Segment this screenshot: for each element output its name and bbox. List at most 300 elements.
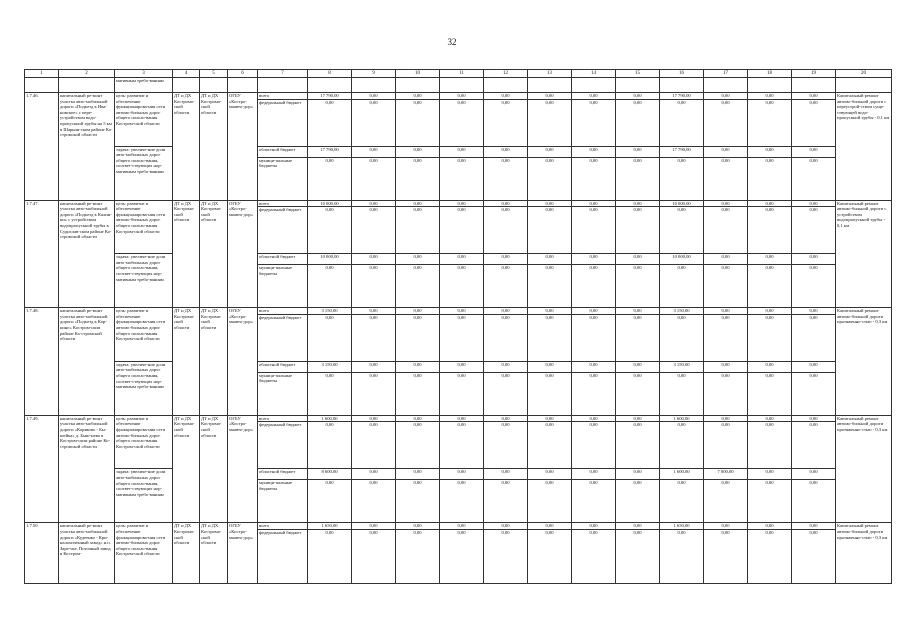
amount-cell: 0,00 bbox=[528, 207, 572, 254]
amount-cell: 0,00 bbox=[792, 207, 836, 254]
budget-source: всего bbox=[258, 415, 308, 422]
goal-text: цель: развитие и обеспечение функционирова-ния сети автомо-бильных дорог общего пользо-вания Костром-ской области bbox=[115, 523, 173, 584]
amount-cell: 0,00 bbox=[792, 157, 836, 200]
column-number: 11 bbox=[440, 70, 484, 78]
amount-cell: 1 650,00 bbox=[308, 523, 352, 530]
item-name: капитальный ре-монт участка авто-мобильной дороги «Подъезд к Кор-кино» Костром-ском районе Ко-стромской области bbox=[59, 308, 115, 416]
amount-cell: 0,00 bbox=[484, 254, 528, 265]
amount-cell: 0,00 bbox=[572, 372, 616, 415]
amount-cell: 0,00 bbox=[792, 308, 836, 315]
amount-cell: 0,00 bbox=[748, 200, 792, 207]
goal-text: цель: развитие и обеспечение функционирова-ния сети автомо-бильных дорог общего пользо-вания Костром-ской области bbox=[115, 308, 173, 362]
budget-source: областной бюджет bbox=[258, 146, 308, 157]
amount-cell: 0,00 bbox=[704, 480, 748, 523]
amount-cell: 0,00 bbox=[572, 265, 616, 308]
amount-cell: 0,00 bbox=[352, 480, 396, 523]
amount-cell: 3 150,00 bbox=[660, 361, 704, 372]
empty-cell bbox=[25, 78, 59, 93]
amount-cell: 0,00 bbox=[704, 200, 748, 207]
amount-cell: 0,00 bbox=[484, 523, 528, 530]
coexecutor-org: ДТ и ДХ Кострома-ской области bbox=[200, 523, 228, 584]
amount-cell: 0,00 bbox=[748, 308, 792, 315]
item-number: 1.7.49. bbox=[25, 415, 59, 523]
amount-cell: 0,00 bbox=[484, 308, 528, 315]
amount-cell: 0,00 bbox=[440, 422, 484, 469]
amount-cell: 0,00 bbox=[704, 361, 748, 372]
responsible-org: ДТ и ДХ Кострома-ской области bbox=[173, 200, 200, 308]
amount-cell: 0,00 bbox=[704, 529, 748, 583]
amount-cell: 0,00 bbox=[528, 93, 572, 100]
amount-cell: 0,00 bbox=[792, 254, 836, 265]
amount-cell: 0,00 bbox=[396, 469, 440, 480]
amount-cell: 0,00 bbox=[748, 157, 792, 200]
amount-cell: 0,00 bbox=[440, 207, 484, 254]
amount-cell: 0,00 bbox=[528, 469, 572, 480]
responsible-org: ДТ и ДХ Кострома-ской области bbox=[173, 93, 200, 201]
amount-cell: 0,00 bbox=[440, 415, 484, 422]
amount-cell: 0,00 bbox=[748, 93, 792, 100]
budget-row bbox=[25, 146, 892, 157]
empty-cell bbox=[59, 78, 115, 93]
budget-row bbox=[25, 469, 892, 480]
participant-org: ОГБУ «Костро-маавто-дор» bbox=[228, 93, 258, 201]
amount-cell: 0,00 bbox=[616, 254, 660, 265]
participant-org: ОГБУ «Костро-маавто-дор» bbox=[228, 200, 258, 308]
amount-cell: 0,00 bbox=[484, 207, 528, 254]
continuation-row bbox=[25, 78, 892, 93]
amount-cell: 0,00 bbox=[396, 308, 440, 315]
amount-cell: 1 600,00 bbox=[660, 415, 704, 422]
amount-cell: 0,00 bbox=[440, 529, 484, 583]
amount-cell: 0,00 bbox=[660, 529, 704, 583]
amount-cell: 0,00 bbox=[660, 480, 704, 523]
column-number: 3 bbox=[115, 70, 173, 78]
amount-cell: 0,00 bbox=[748, 146, 792, 157]
amount-cell: 0,00 bbox=[616, 308, 660, 315]
amount-cell: 0,00 bbox=[616, 93, 660, 100]
amount-cell: 0,00 bbox=[440, 523, 484, 530]
empty-cell bbox=[572, 78, 616, 93]
amount-cell: 0,00 bbox=[572, 523, 616, 530]
amount-cell: 0,00 bbox=[484, 422, 528, 469]
amount-cell: 0,00 bbox=[440, 99, 484, 146]
amount-cell: 0,00 bbox=[528, 314, 572, 361]
budget-source: муници-пальные бюджеты bbox=[258, 372, 308, 415]
amount-cell: 0,00 bbox=[748, 314, 792, 361]
amount-cell: 0,00 bbox=[352, 314, 396, 361]
amount-cell: 0,00 bbox=[528, 529, 572, 583]
amount-cell: 0,00 bbox=[748, 254, 792, 265]
column-number: 16 bbox=[660, 70, 704, 78]
column-number: 6 bbox=[228, 70, 258, 78]
column-number: 2 bbox=[59, 70, 115, 78]
amount-cell: 0,00 bbox=[440, 146, 484, 157]
amount-cell: 0,00 bbox=[748, 207, 792, 254]
amount-cell: 0,00 bbox=[572, 480, 616, 523]
amount-cell: 0,00 bbox=[748, 480, 792, 523]
amount-cell: 0,00 bbox=[528, 265, 572, 308]
amount-cell: 0,00 bbox=[352, 254, 396, 265]
amount-cell: 17 790,00 bbox=[660, 146, 704, 157]
budget-source: федеральный бюджет bbox=[258, 99, 308, 146]
amount-cell: 0,00 bbox=[484, 415, 528, 422]
budget-source: федеральный бюджет bbox=[258, 314, 308, 361]
budget-row bbox=[25, 523, 892, 530]
amount-cell: 10 000,00 bbox=[660, 254, 704, 265]
budget-source: всего bbox=[258, 523, 308, 530]
amount-cell: 0,00 bbox=[484, 314, 528, 361]
amount-cell: 0,00 bbox=[396, 146, 440, 157]
expected-result: Капитальный ремонт автомо-бильной дороги протяженно-стью - 0,3 км bbox=[836, 308, 892, 416]
amount-cell: 0,00 bbox=[396, 361, 440, 372]
budget-source: муници-пальные бюджеты bbox=[258, 157, 308, 200]
amount-cell: 0,00 bbox=[572, 200, 616, 207]
amount-cell: 0,00 bbox=[792, 265, 836, 308]
amount-cell: 0,00 bbox=[704, 415, 748, 422]
amount-cell: 0,00 bbox=[440, 93, 484, 100]
amount-cell: 0,00 bbox=[308, 314, 352, 361]
item-name: капитальный ре-монт участка авто-мобильной дороги «Подъезд к Калин-ки» с устройством водопропускной трубы в Судислав-ском районе Ко-стромской области bbox=[59, 200, 115, 308]
task-text: задача: увеличе-ние доли авто-мобильных дорог общего пользо-вания, соответ-ствующих нор-мативным требо-ваниям bbox=[115, 469, 173, 523]
amount-cell: 0,00 bbox=[572, 308, 616, 315]
budget-row bbox=[25, 308, 892, 315]
amount-cell: 0,00 bbox=[440, 265, 484, 308]
amount-cell: 0,00 bbox=[484, 469, 528, 480]
amount-cell: 0,00 bbox=[792, 529, 836, 583]
amount-cell: 0,00 bbox=[396, 480, 440, 523]
empty-cell bbox=[704, 78, 748, 93]
amount-cell: 0,00 bbox=[748, 469, 792, 480]
amount-cell: 0,00 bbox=[616, 529, 660, 583]
amount-cell: 0,00 bbox=[308, 99, 352, 146]
amount-cell: 0,00 bbox=[352, 469, 396, 480]
amount-cell: 0,00 bbox=[396, 93, 440, 100]
budget-source: федеральный бюджет bbox=[258, 529, 308, 583]
empty-cell bbox=[173, 78, 200, 93]
budget-row bbox=[25, 93, 892, 100]
empty-cell bbox=[200, 78, 228, 93]
amount-cell: 0,00 bbox=[792, 469, 836, 480]
column-number: 13 bbox=[528, 70, 572, 78]
amount-cell: 0,00 bbox=[792, 200, 836, 207]
amount-cell: 0,00 bbox=[748, 415, 792, 422]
amount-cell: 0,00 bbox=[440, 157, 484, 200]
amount-cell: 0,00 bbox=[528, 523, 572, 530]
amount-cell: 0,00 bbox=[792, 523, 836, 530]
amount-cell: 0,00 bbox=[484, 480, 528, 523]
budget-row bbox=[25, 200, 892, 207]
amount-cell: 0,00 bbox=[352, 372, 396, 415]
amount-cell: 0,00 bbox=[704, 422, 748, 469]
amount-cell: 0,00 bbox=[704, 314, 748, 361]
amount-cell: 0,00 bbox=[528, 308, 572, 315]
amount-cell: 0,00 bbox=[308, 207, 352, 254]
amount-cell: 17 790,00 bbox=[308, 93, 352, 100]
expected-result: Капитальный ремонт автомо-бильной дороги протяженно-стью - 0,3 км bbox=[836, 415, 892, 523]
amount-cell: 0,00 bbox=[352, 207, 396, 254]
amount-cell: 0,00 bbox=[308, 372, 352, 415]
amount-cell: 0,00 bbox=[660, 265, 704, 308]
empty-cell bbox=[396, 78, 440, 93]
amount-cell: 0,00 bbox=[528, 99, 572, 146]
item-name: капитальный ре-монт участка авто-мобильной дороги «Подъезд к Ива-новское» с пере-устройством водо-пропускной трубы на 5 км в Шарьин-ском районе Ко-стромской области bbox=[59, 93, 115, 201]
task-text: задача: увеличе-ние доли авто-мобильных дорог общего пользо-вания, соответ-ствующих нор-мативным требо-ваниям bbox=[115, 361, 173, 415]
coexecutor-org: ДТ и ДХ Кострома-ской области bbox=[200, 308, 228, 416]
budget-source: муници-пальные бюджеты bbox=[258, 480, 308, 523]
item-number: 1.7.46. bbox=[25, 93, 59, 201]
amount-cell: 17 790,00 bbox=[308, 146, 352, 157]
amount-cell: 10 000,00 bbox=[308, 200, 352, 207]
amount-cell: 0,00 bbox=[704, 523, 748, 530]
amount-cell: 1 600,00 bbox=[308, 415, 352, 422]
amount-cell: 10 000,00 bbox=[308, 254, 352, 265]
amount-cell: 0,00 bbox=[440, 200, 484, 207]
task-text: задача: увеличе-ние доли авто-мобильных дорог общего пользо-вания, соответ-ствующих нор-мативным требо-ваниям bbox=[115, 146, 173, 200]
amount-cell: 0,00 bbox=[704, 265, 748, 308]
item-number: 1.7.47. bbox=[25, 200, 59, 308]
amount-cell: 0,00 bbox=[660, 372, 704, 415]
amount-cell: 0,00 bbox=[484, 200, 528, 207]
amount-cell: 0,00 bbox=[396, 157, 440, 200]
amount-cell: 0,00 bbox=[308, 529, 352, 583]
amount-cell: 0,00 bbox=[704, 146, 748, 157]
amount-cell: 0,00 bbox=[748, 265, 792, 308]
amount-cell: 0,00 bbox=[352, 200, 396, 207]
amount-cell: 0,00 bbox=[484, 93, 528, 100]
amount-cell: 0,00 bbox=[528, 422, 572, 469]
goal-text: цель: развитие и обеспечение функционирова-ния сети автомо-бильных дорог общего пользо-вания Костром-ской области bbox=[115, 415, 173, 469]
responsible-org: ДТ и ДХ Кострома-ской области bbox=[173, 308, 200, 416]
amount-cell: 0,00 bbox=[748, 361, 792, 372]
column-number: 14 bbox=[572, 70, 616, 78]
empty-cell bbox=[440, 78, 484, 93]
budget-source: всего bbox=[258, 93, 308, 100]
amount-cell: 17 790,00 bbox=[660, 93, 704, 100]
amount-cell: 0,00 bbox=[352, 415, 396, 422]
column-number: 10 bbox=[396, 70, 440, 78]
amount-cell: 0,00 bbox=[704, 99, 748, 146]
amount-cell: 0,00 bbox=[352, 146, 396, 157]
amount-cell: 0,00 bbox=[660, 157, 704, 200]
budget-source: областной бюджет bbox=[258, 254, 308, 265]
amount-cell: 0,00 bbox=[572, 314, 616, 361]
amount-cell: 0,00 bbox=[484, 99, 528, 146]
amount-cell: 0,00 bbox=[440, 308, 484, 315]
budget-source: всего bbox=[258, 200, 308, 207]
amount-cell: 0,00 bbox=[484, 361, 528, 372]
budget-row bbox=[25, 361, 892, 372]
amount-cell: 0,00 bbox=[440, 254, 484, 265]
amount-cell: 0,00 bbox=[440, 372, 484, 415]
participant-org: ОГБУ «Костро-маавто-дор» bbox=[228, 523, 258, 584]
amount-cell: 1 650,00 bbox=[660, 523, 704, 530]
amount-cell: 0,00 bbox=[396, 200, 440, 207]
column-number: 17 bbox=[704, 70, 748, 78]
budget-source: областной бюджет bbox=[258, 469, 308, 480]
empty-cell bbox=[528, 78, 572, 93]
amount-cell: 0,00 bbox=[616, 422, 660, 469]
expected-result: Капитальный ремонт автомо-бильной дороги с устройством водопропускной трубы - 0,1 км bbox=[836, 200, 892, 308]
amount-cell: 0,00 bbox=[748, 422, 792, 469]
amount-cell: 8 600,00 bbox=[308, 469, 352, 480]
amount-cell: 0,00 bbox=[572, 146, 616, 157]
column-number: 7 bbox=[258, 70, 308, 78]
amount-cell: 0,00 bbox=[396, 99, 440, 146]
amount-cell: 0,00 bbox=[572, 99, 616, 146]
amount-cell: 3 150,00 bbox=[308, 308, 352, 315]
amount-cell: 0,00 bbox=[660, 99, 704, 146]
amount-cell: 0,00 bbox=[528, 146, 572, 157]
amount-cell: 0,00 bbox=[308, 265, 352, 308]
amount-cell: 0,00 bbox=[660, 422, 704, 469]
item-number: 1.7.48. bbox=[25, 308, 59, 416]
column-number: 20 bbox=[836, 70, 892, 78]
budget-row bbox=[25, 254, 892, 265]
amount-cell: 10 000,00 bbox=[660, 200, 704, 207]
amount-cell: 0,00 bbox=[660, 207, 704, 254]
amount-cell: 0,00 bbox=[352, 157, 396, 200]
amount-cell: 0,00 bbox=[616, 480, 660, 523]
empty-cell bbox=[660, 78, 704, 93]
budget-source: всего bbox=[258, 308, 308, 315]
amount-cell: 0,00 bbox=[528, 372, 572, 415]
amount-cell: 0,00 bbox=[704, 372, 748, 415]
amount-cell: 0,00 bbox=[352, 523, 396, 530]
amount-cell: 0,00 bbox=[616, 157, 660, 200]
expected-result: Капитальный ремонт автомо-бильной дороги с переустрой-ством суще-ствующей водо-пропускной трубы - 0,1 км bbox=[836, 93, 892, 201]
column-number: 9 bbox=[352, 70, 396, 78]
amount-cell: 0,00 bbox=[792, 146, 836, 157]
amount-cell: 0,00 bbox=[616, 207, 660, 254]
amount-cell: 0,00 bbox=[748, 99, 792, 146]
amount-cell: 0,00 bbox=[352, 265, 396, 308]
amount-cell: 1 600,00 bbox=[660, 469, 704, 480]
goal-text: цель: развитие и обеспечение функционирова-ния сети автомо-бильных дорог общего пользо-вания Костром-ской области bbox=[115, 200, 173, 254]
participant-org: ОГБУ «Костро-маавто-дор» bbox=[228, 308, 258, 416]
column-number: 12 bbox=[484, 70, 528, 78]
empty-cell bbox=[792, 78, 836, 93]
amount-cell: 0,00 bbox=[572, 415, 616, 422]
amount-cell: 0,00 bbox=[308, 422, 352, 469]
amount-cell: 0,00 bbox=[572, 469, 616, 480]
amount-cell: 0,00 bbox=[396, 372, 440, 415]
amount-cell: 0,00 bbox=[616, 314, 660, 361]
amount-cell: 3 150,00 bbox=[308, 361, 352, 372]
amount-cell: 0,00 bbox=[352, 361, 396, 372]
budget-row bbox=[25, 415, 892, 422]
empty-cell bbox=[484, 78, 528, 93]
amount-cell: 0,00 bbox=[792, 422, 836, 469]
amount-cell: 0,00 bbox=[572, 361, 616, 372]
amount-cell: 0,00 bbox=[792, 99, 836, 146]
amount-cell: 0,00 bbox=[572, 529, 616, 583]
amount-cell: 0,00 bbox=[616, 265, 660, 308]
amount-cell: 0,00 bbox=[748, 523, 792, 530]
coexecutor-org: ДТ и ДХ Кострома-ской области bbox=[200, 93, 228, 201]
amount-cell: 0,00 bbox=[484, 372, 528, 415]
item-name: капитальный ре-монт участка авто-мобильной дороги «Коряково - Бы-шейка» д. Быш-нево в Костром-ском районе Ко-стромской области bbox=[59, 415, 115, 523]
program-table bbox=[24, 69, 892, 584]
amount-cell: 0,00 bbox=[616, 99, 660, 146]
amount-cell: 0,00 bbox=[528, 200, 572, 207]
empty-cell bbox=[228, 78, 258, 93]
amount-cell: 0,00 bbox=[792, 480, 836, 523]
amount-cell: 0,00 bbox=[440, 314, 484, 361]
amount-cell: 0,00 bbox=[528, 361, 572, 372]
column-number: 15 bbox=[616, 70, 660, 78]
amount-cell: 0,00 bbox=[616, 361, 660, 372]
page-number: 32 bbox=[447, 37, 457, 47]
amount-cell: 0,00 bbox=[484, 265, 528, 308]
column-number: 1 bbox=[25, 70, 59, 78]
amount-cell: 0,00 bbox=[396, 265, 440, 308]
amount-cell: 0,00 bbox=[572, 422, 616, 469]
amount-cell: 0,00 bbox=[792, 93, 836, 100]
item-number: 1.7.50. bbox=[25, 523, 59, 584]
amount-cell: 0,00 bbox=[396, 314, 440, 361]
empty-cell bbox=[258, 78, 308, 93]
amount-cell: 0,00 bbox=[704, 254, 748, 265]
amount-cell: 0,00 bbox=[572, 254, 616, 265]
amount-cell: 0,00 bbox=[572, 157, 616, 200]
amount-cell: 0,00 bbox=[440, 469, 484, 480]
amount-cell: 0,00 bbox=[440, 480, 484, 523]
amount-cell: 0,00 bbox=[352, 93, 396, 100]
budget-source: федеральный бюджет bbox=[258, 422, 308, 469]
amount-cell: 0,00 bbox=[616, 146, 660, 157]
column-number: 18 bbox=[748, 70, 792, 78]
column-number: 4 bbox=[173, 70, 200, 78]
empty-cell bbox=[352, 78, 396, 93]
amount-cell: 0,00 bbox=[616, 415, 660, 422]
task-text: задача: увеличе-ние доли авто-мобильных дорог общего пользо-вания, соответ-ствующих нор-мативным требо-ваниям bbox=[115, 254, 173, 308]
participant-org: ОГБУ «Костро-маавто-дор» bbox=[228, 415, 258, 523]
amount-cell: 0,00 bbox=[528, 480, 572, 523]
amount-cell: 0,00 bbox=[792, 372, 836, 415]
amount-cell: 0,00 bbox=[572, 207, 616, 254]
amount-cell: 0,00 bbox=[704, 157, 748, 200]
goal-text: цель: развитие и обеспечение функционирова-ния сети автомо-бильных дорог общего пользо-вания Костром-ской области bbox=[115, 93, 173, 147]
empty-cell bbox=[616, 78, 660, 93]
empty-cell bbox=[748, 78, 792, 93]
amount-cell: 0,00 bbox=[308, 157, 352, 200]
amount-cell: 3 150,00 bbox=[660, 308, 704, 315]
amount-cell: 0,00 bbox=[616, 372, 660, 415]
amount-cell: 0,00 bbox=[528, 254, 572, 265]
amount-cell: 0,00 bbox=[660, 314, 704, 361]
column-number: 5 bbox=[200, 70, 228, 78]
amount-cell: 0,00 bbox=[396, 523, 440, 530]
amount-cell: 0,00 bbox=[396, 254, 440, 265]
amount-cell: 0,00 bbox=[616, 523, 660, 530]
amount-cell: 0,00 bbox=[792, 415, 836, 422]
coexecutor-org: ДТ и ДХ Кострома-ской области bbox=[200, 415, 228, 523]
coexecutor-org: ДТ и ДХ Кострома-ской области bbox=[200, 200, 228, 308]
amount-cell: 0,00 bbox=[484, 157, 528, 200]
amount-cell: 0,00 bbox=[572, 93, 616, 100]
responsible-org: ДТ и ДХ Кострома-ской области bbox=[173, 523, 200, 584]
budget-source: федеральный бюджет bbox=[258, 207, 308, 254]
amount-cell: 7 000,00 bbox=[704, 469, 748, 480]
amount-cell: 0,00 bbox=[396, 529, 440, 583]
column-number: 19 bbox=[792, 70, 836, 78]
amount-cell: 0,00 bbox=[748, 372, 792, 415]
amount-cell: 0,00 bbox=[308, 480, 352, 523]
amount-cell: 0,00 bbox=[484, 146, 528, 157]
budget-source: муници-пальные бюджеты bbox=[258, 265, 308, 308]
amount-cell: 0,00 bbox=[792, 314, 836, 361]
amount-cell: 0,00 bbox=[440, 361, 484, 372]
